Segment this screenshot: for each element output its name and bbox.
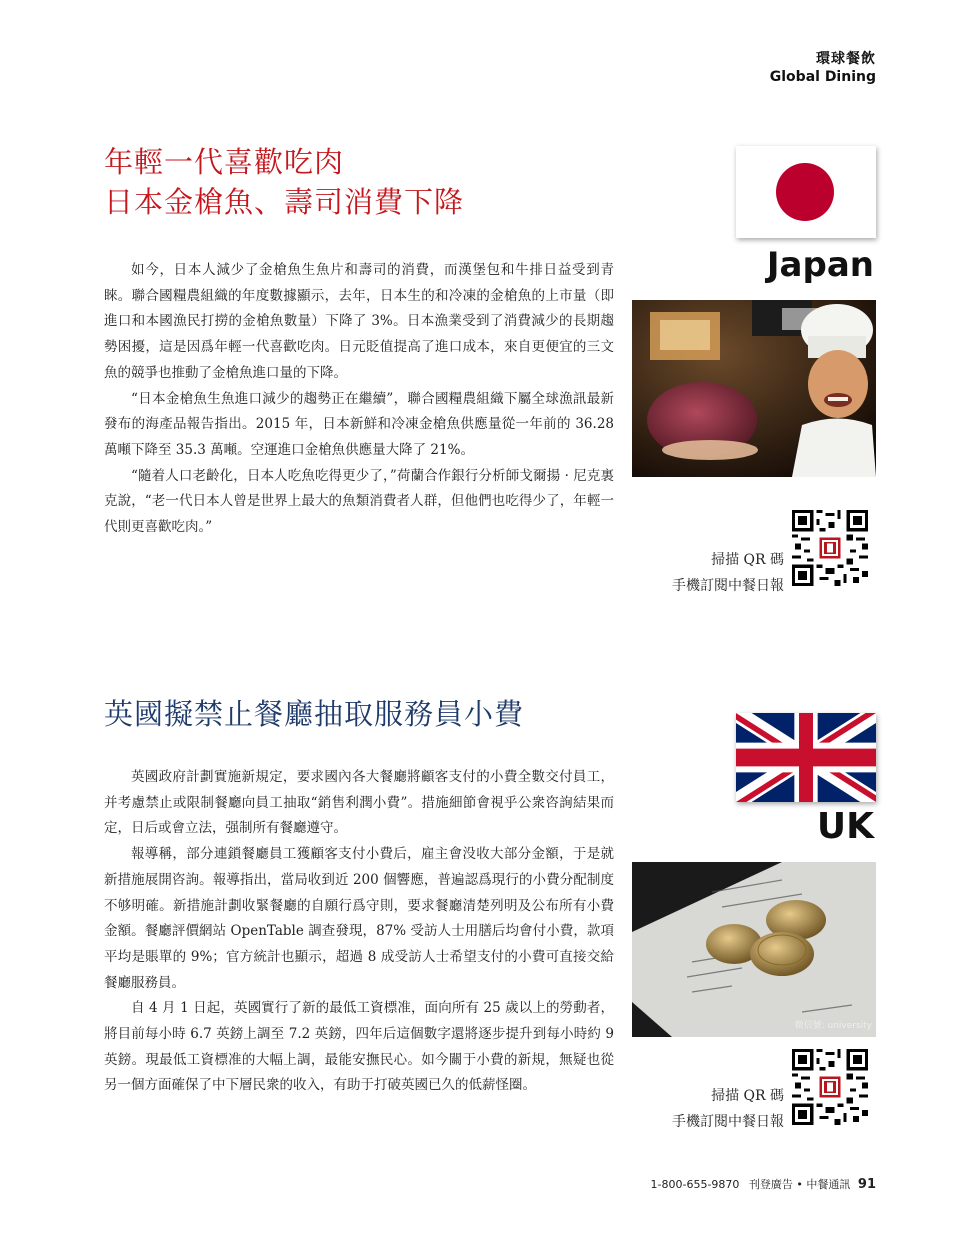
chef-tuna-photo <box>632 300 876 477</box>
uk-flag <box>736 713 876 802</box>
japan-flag-icon <box>736 146 876 238</box>
footer-text: 刊登廣告 • 中餐通訊 <box>748 1178 851 1191</box>
article1-paragraph-3: “隨着人口老齡化，日本人吃魚吃得更少了，”荷蘭合作銀行分析師戈爾揚 · 尼克裏克說，“老一代日本人曾是世界上最大的魚類消費者人群，但他們也吃得少了，年輕一代則更喜歡吃肉。” <box>104 467 614 536</box>
article1-body <box>104 258 614 541</box>
qr-label-2-line2: 手機訂閱中餐日報 <box>672 1114 784 1130</box>
qr-code-icon[interactable] <box>792 510 868 586</box>
page-footer <box>651 1176 876 1192</box>
qr-label-2 <box>640 1083 784 1135</box>
article1-paragraph-2: “日本金槍魚生魚進口減少的趨勢正在繼續”，聯合國糧農組織下屬全球漁訊最新發布的海產品報告指出。2015 年，日本新鮮和冷凍金槍魚供應量從一年前的 36.28 萬噸下降至 35.3 萬噸。空運進口金槍魚供應量大降了 21%。 <box>104 390 614 458</box>
article2-paragraph-2: 報導稱，部分連鎖餐廳員工獲顧客支付小費后，雇主會没收大部分金額，于是就新措施展開咨詢。報導指出，當局收到近 200 個響應，普遍認爲現行的小費分配制度不够明確。新措施計劃收緊餐廳的自願行爲守則，要求餐廳清楚列明及公布所有小費金額。餐廳評價網站 OpenTable 調查發現，87% 受訪人士用膳后均會付小費，款項平均是賬單的 9%；官方統計也顯示，超過 8 成受訪人士希望支付的小費可直接交給餐廳服務員。 <box>104 846 614 991</box>
footer-phone: 1-800-655-9870 <box>650 1178 740 1191</box>
qr-label-1-line2: 手機訂閱中餐日報 <box>672 578 784 594</box>
article1-title-line2: 日本金槍魚、壽司消費下降 <box>104 185 465 219</box>
section-category-en: Global Dining <box>769 69 876 85</box>
article2-paragraph-3: 自 4 月 1 日起，英國實行了新的最低工資標准，面向所有 25 歲以上的勞動者，將目前每小時 6.7 英鎊上調至 7.2 英鎊，四年后這個數字還將逐步提升到每小時約 9 英鎊。現最低工資標准的大幅上調，最能安撫民心。如今關于小費的新規，無疑也從另一個方面確保了中下層民衆的收入，有助于打破英國已久的低薪怪圈。 <box>104 1000 614 1094</box>
coins-receipt-photo <box>632 862 876 1037</box>
section-category-zh: 環球餐飲 <box>816 51 876 67</box>
union-jack-icon <box>736 713 876 802</box>
qr-label-1-line1: 掃描 QR 碼 <box>711 552 784 568</box>
qr-label-2-line1: 掃描 QR 碼 <box>711 1088 784 1104</box>
section-header <box>770 48 876 85</box>
article1-paragraph-1: 如今，日本人減少了金槍魚生魚片和壽司的消費，而漢堡包和牛排日益受到青睞。聯合國糧農組織的年度數據顯示，去年，日本生的和冷凍的金槍魚的上市量（即進口和本國漁民打撈的金槍魚數量）下降了 3%。日本漁業受到了消費減少的長期趨勢困擾，這是因爲年輕一代喜歡吃肉。日元貶值提高了進口成本，來自更便宜的三文魚的競爭也推動了金槍魚進口量的下降。 <box>104 262 614 381</box>
article2-title: 英國擬禁止餐廳抽取服務員小費 <box>104 697 525 731</box>
country-label-uk: UK <box>816 806 874 847</box>
page-number: 91 <box>857 1177 876 1192</box>
article1-title-line1: 年輕一代喜歡吃肉 <box>104 145 345 179</box>
qr-code-icon[interactable] <box>792 1049 868 1125</box>
japan-flag <box>736 146 876 238</box>
photo-watermark: 微信號: university <box>794 1021 872 1031</box>
article2-paragraph-1: 英國政府計劃實施新規定，要求國內各大餐廳將顧客支付的小費全數交付員工，并考慮禁止或限制餐廳向員工抽取“銷售利潤小費”。措施細節會視乎公衆咨詢結果而定，日后或會立法，强制所有餐廳遵守。 <box>104 769 614 837</box>
article1-title <box>104 142 464 222</box>
article2-body <box>104 765 614 1099</box>
country-label-japan: Japan <box>766 245 874 285</box>
qr-label-1 <box>640 547 784 599</box>
